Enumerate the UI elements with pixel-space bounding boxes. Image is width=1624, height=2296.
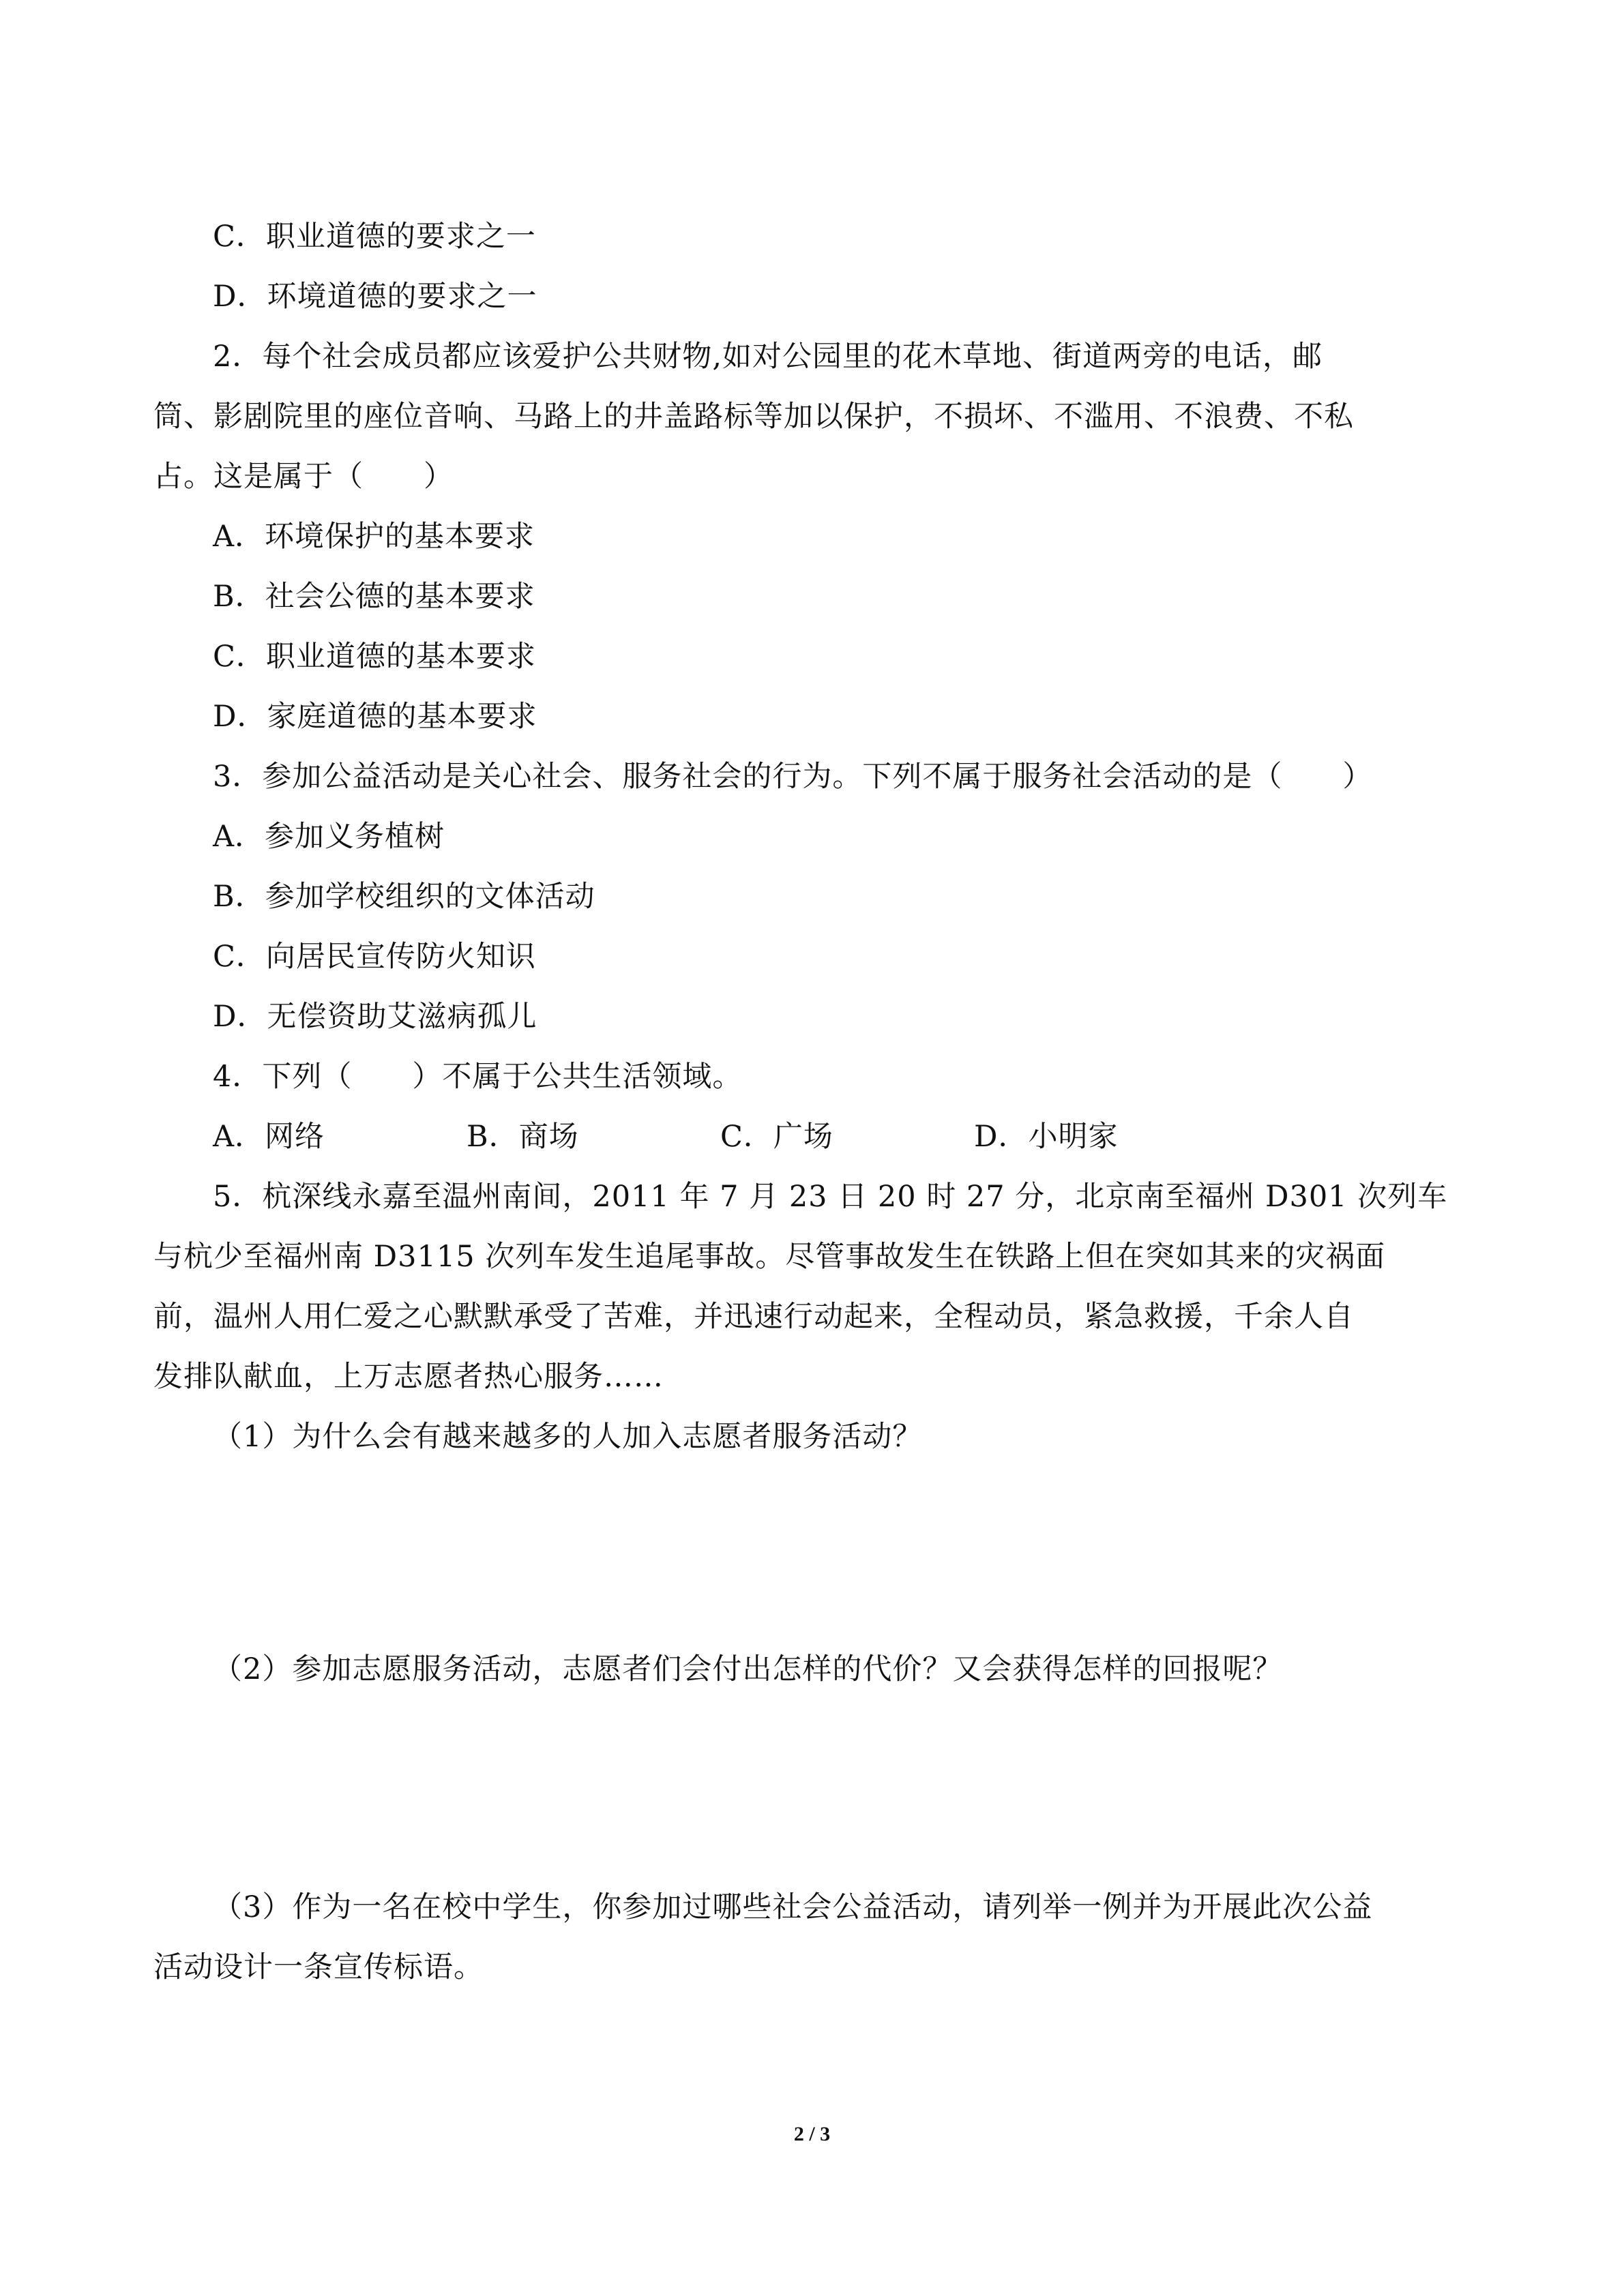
q5-stem-line4: 发排队献血，上万志愿者热心服务…… — [153, 1360, 664, 1394]
q2-stem-line2: 筒、影剧院里的座位音响、马路上的井盖路标等加以保护，不损坏、不滥用、不浪费、不私 — [153, 400, 1354, 434]
q5-stem-line1: 5．杭深线永嘉至温州南间，2011 年 7 月 23 日 20 时 27 分，北京南至福州 D301 次列车 — [213, 1180, 1448, 1214]
q4-option-c: C．广场 — [720, 1120, 833, 1154]
q3-stem: 3．参加公益活动是关心社会、服务社会的行为。下列不属于服务社会活动的是（ ） — [213, 760, 1373, 794]
q3-option-b: B．参加学校组织的文体活动 — [213, 880, 595, 914]
q4-option-b: B．商场 — [467, 1120, 579, 1154]
q5-stem-line3: 前，温州人用仁爱之心默默承受了苦难，并迅速行动起来，全程动员，紧急救援，千余人自 — [153, 1300, 1354, 1334]
q4-options-row — [213, 1116, 1236, 1157]
q5-subquestion-2: （2）参加志愿服务活动，志愿者们会付出怎样的代价？又会获得怎样的回报呢？ — [213, 1652, 1283, 1686]
q3-option-d: D．无偿资助艾滋病孤儿 — [213, 1000, 537, 1034]
q5-stem-line2: 与杭少至福州南 D3115 次列车发生追尾事故。尽管事故发生在铁路上但在突如其来的灾祸面 — [153, 1240, 1386, 1274]
q2-stem-line1: 2．每个社会成员都应该爱护公共财物,如对公园里的花木草地、街道两旁的电话，邮 — [213, 340, 1323, 374]
q5-subquestion-3-line2: 活动设计一条宣传标语。 — [153, 1950, 484, 1984]
q4-stem: 4．下列（ ）不属于公共生活领域。 — [213, 1060, 743, 1094]
q3-option-c: C．向居民宣传防火知识 — [213, 940, 536, 974]
q5-subquestion-3-line1: （3）作为一名在校中学生，你参加过哪些社会公益活动，请列举一例并为开展此次公益 — [213, 1890, 1373, 1924]
q2-stem-line3: 占。这是属于（ ） — [153, 460, 454, 494]
q1-option-c: C．职业道德的要求之一 — [213, 220, 536, 254]
q1-option-d: D．环境道德的要求之一 — [213, 280, 537, 314]
q2-option-b: B．社会公德的基本要求 — [213, 580, 535, 614]
q3-option-a: A．参加义务植树 — [213, 820, 445, 854]
q2-option-a: A．环境保护的基本要求 — [213, 520, 535, 554]
q2-option-d: D．家庭道德的基本要求 — [213, 700, 537, 734]
q4-option-a: A．网络 — [213, 1120, 325, 1154]
page-number: 2 / 3 — [793, 2123, 831, 2145]
q5-subquestion-1: （1）为什么会有越来越多的人加入志愿者服务活动？ — [213, 1420, 923, 1454]
q2-option-c: C．职业道德的基本要求 — [213, 640, 536, 674]
q4-option-d: D．小明家 — [974, 1120, 1119, 1154]
